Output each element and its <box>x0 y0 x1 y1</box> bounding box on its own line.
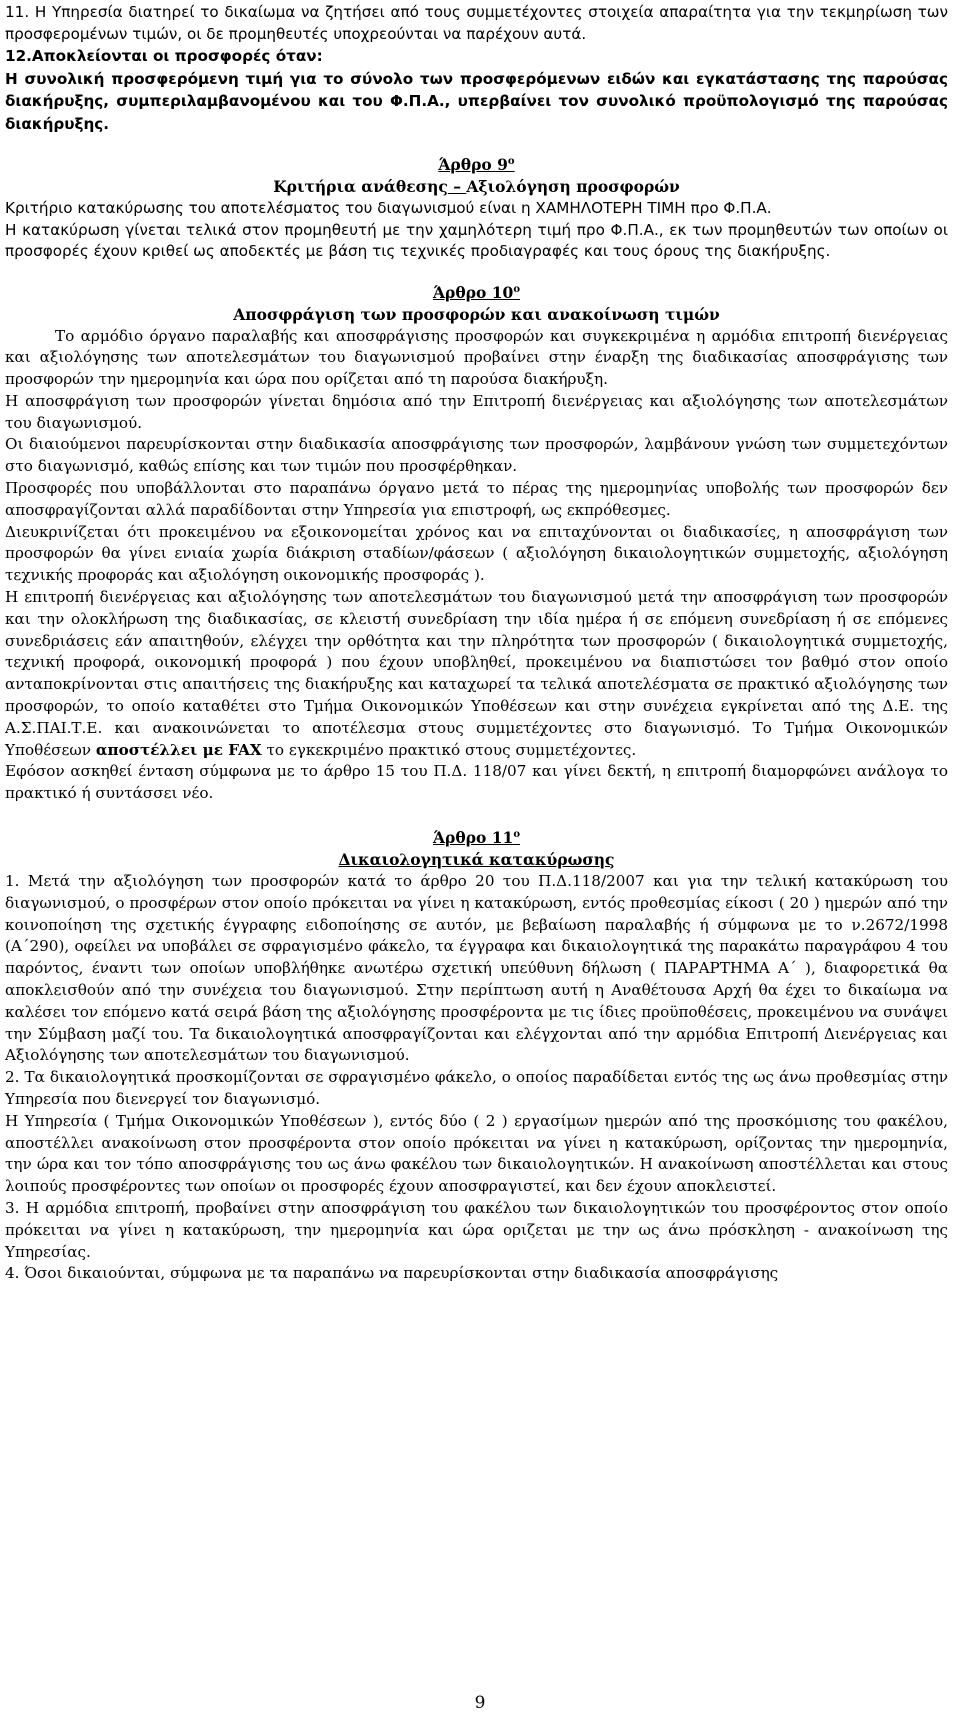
article-11-paragraph-2: 2. Τα δικαιολογητικά προσκομίζονται σε σφραγισμένο φάκελο, ο οποίος παραδίδεται εντός της ως άνω προθεσμίας στην Υπηρεσία που διενεργεί τον διαγωνισμό. <box>5 1068 948 1108</box>
article-11-title: Δικαιολογητικά κατακύρωσης <box>338 850 615 870</box>
page-number: 9 <box>474 1693 486 1713</box>
article-10-number: Άρθρο $10^o$ <box>433 282 520 302</box>
article-9-title: Κριτήρια ανάθεσης – Αξιολόγηση προσφορών <box>273 177 680 196</box>
article-9-paragraph-1: Κριτήριο κατακύρωσης του αποτελέσματος του διαγωνισμού είναι η ΧΑΜΗΛΟΤΕΡΗ ΤΙΜΗ προ Φ.Π.Α. <box>5 199 772 217</box>
article-10-paragraph-1: Το αρμόδιο όργανο παραλαβής και αποσφράγισης προσφορών και συγκεκριμένα η αρμόδια επιτροπή διενέργειας και αξιολόγησης των αποτελεσμάτων του διαγωνισμού προβαίνει στην έναρξη της διαδικασίας αποσφράγισης των προσφορών την ημερομηνία και ώρα που ορίζεται από τη παρούσα διακήρυξη. <box>5 326 948 389</box>
article-11-paragraph-5: 4. Όσοι δικαιούνται, σύμφωνα με τα παραπάνω να παρευρίσκονται στην διαδικασία αποσφράγισης <box>5 1264 779 1283</box>
article-9-number: Άρθρο $9^o$ <box>438 155 515 174</box>
article-10-paragraph-5: Διευκρινίζεται ότι προκειμένου να εξοικονομείται χρόνος και να επιταχύνονται οι διαδικασίες, η αποσφράγιση των προσφορών θα γίνει ενιαία χωρία διάκριση σταδίων/φάσεων ( αξιολόγηση δικαιολογητικών συμμετοχής, αξιολόγηση τεχνικής προφοράς και αξιολόγηση οικονομικής προσφοράς ). <box>5 522 948 585</box>
article-10-title: Αποσφράγιση των προσφορών και ανακοίνωση τιμών <box>233 304 720 324</box>
article-9-heading <box>5 154 948 176</box>
paragraph-12-title: 12.Αποκλείονται οι προσφορές όταν: <box>5 47 323 65</box>
article-10-paragraph-3: Οι διαιούμενοι παρευρίσκονται στην διαδικασία αποσφράγισης των προσφορών, λαμβάνουν γνώση των συμμετεχόντων στο διαγωνισμό, καθώς επίσης και των τιμών που προσφέρθηκαν. <box>5 435 948 476</box>
article-10-heading <box>5 282 948 304</box>
document-page <box>5 2 948 1285</box>
paragraph-12-body: Η συνολική προσφερόμενη τιμή για το σύνολο των προσφερόμενων ειδών και εγκατάστασης της παρούσας διακήρυξης, συμπεριλαμβανομένου και του Φ.Π.Α., υπερβαίνει τον συνολικό προϋπολογισμό της παρούσας διακήρυξης. <box>5 69 948 133</box>
article-11-heading <box>5 827 948 849</box>
article-10-paragraph-2: Η αποσφράγιση των προσφορών γίνεται δημόσια από την Επιτροπή διενέργειας και αξιολόγησης των αποτελεσμάτων του διαγωνισμού. <box>5 391 948 432</box>
article-10-paragraph-4: Προσφορές που υποβάλλονται στο παραπάνω όργανο μετά το πέρας της ημερομηνίας υποβολής των προσφορών δεν αποσφραγίζονται αλλά παραδίδονται στην Υπηρεσία για επιστροφή, ως εκπρόθεσμες. <box>5 479 948 519</box>
article-11-number: Άρθρο $11^o$ <box>433 828 520 848</box>
paragraph-11: 11. Η Υπηρεσία διατηρεί το δικαίωμα να ζητήσει από τους συμμετέχοντες στοιχεία απαραίτητα για την τεκμηρίωση των προσφερομένων τιμών, οι δε προμηθευτές υποχρεούνται να παρέχουν αυτά. <box>5 3 948 43</box>
article-11-paragraph-4: 3. Η αρμόδια επιτροπή, προβαίνει στην αποσφράγιση του φακέλου των δικαιολογητικών του προσφέροντος στον οποίο πρόκειται να γίνει η κατακύρωση, την ημερομηνία και ώρα οριζεται με την ως άνω πρόσκληση - ανακοίνωση της Υπηρεσίας. <box>5 1198 948 1261</box>
fax-emphasis: αποστέλλει με FAX <box>95 740 262 759</box>
article-11-paragraph-3: Η Υπηρεσία ( Τμήμα Οικονομικών Υποθέσεων ), εντός δύο ( 2 ) εργασίμων ημερών από της προσκόμισης του φακέλου, αποστέλλει ανακοίνωση στον προσφέροντα στον οποίο πρόκειται να γίνει η κατακύρωση, ορίζοντας την ημερομηνία, την ώρα και τον τόπο αποσφράγισης του ως άνω φακέλου των δικαιολογητικών. Η ανακοίνωση αποστέλλεται και στους λοιπούς προσφέροντες των οποίων οι προσφορές έχουν αποσφραγιστεί, και δεν έχουν αποκλειστεί. <box>5 1111 948 1196</box>
article-9-paragraph-2: Η κατακύρωση γίνεται τελικά στον προμηθευτή με την χαμηλότερη τιμή προ Φ.Π.Α., εκ των προμηθευτών των οποίων οι προσφορές έχουν κριθεί ως αποδεκτές με βάση τις τεχνικές προδιαγραφές και τους όρους της διακήρυξης. <box>5 220 948 260</box>
article-10-paragraph-6: Η επιτροπή διενέργειας και αξιολόγησης των αποτελεσμάτων του διαγωνισμού μετά την αποσφράγιση των προσφορών και την ολοκλήρωση της διαδικασίας, σε κλειστή συνεδρίαση την ιδία ημέρα ή σε επόμενη συνεδρίαση ή σε επόμενες συνεδριάσεις εάν απαιτηθούν, ελέγχει την ορθότητα και την πληρότητα των προσφορών ( δικαιολογητικά συμμετοχής, τεχνική προφορά, οικονομική προφορά ) που έχουν υποβληθεί, προκειμένου να διαπιστώσει τον βαθμό στον οποίο ανταποκρίνονται στις απαιτήσεις της διακήρυξης και καταχωρεί τα τελικά αποτελέσματα σε πρακτικό αξιολόγησης των προσφορών, το οποίο καταθέτει στο Τμήμα Οικονομικών Υποθέσεων και στην συνέχεια εγκρίνεται από της Δ.Ε. της Α.Σ.ΠΑΙ.Τ.Ε. και ανακοινώνεται το αποτέλεσμα στους συμμετέχοντες στο διαγωνισμό. Το Τμήμα Οικονομικών Υποθέσεων αποστέλλει με FAX το εγκεκριμένο πρακτικό στους συμμετέχοντες. <box>5 588 948 759</box>
article-11-paragraph-1: 1. Μετά την αξιολόγηση των προσφορών κατά το άρθρο 20 του Π.Δ.118/2007 και για την τελική κατακύρωση του διαγωνισμού, ο προσφέρων στον οποίο πρόκειται να γίνει η κατακύρωση, εντός προθεσμίας είκοσι ( 20 ) ημερών από την κοινοποίηση της σχετικής έγγραφης ειδοποίησης σε αυτόν, με βεβαίωση παραλαβής ή σύμφωνα με το ν.2672/1998 (Α΄290), οφείλει να υποβάλει σε σφραγισμένο φάκελο, τα έγγραφα και δικαιολογητικά της παρακάτω παραγράφου 4 του παρόντος, έναντι των οποίων υποβλήθηκε ανωτέρω σχετική υπεύθυνη δήλωση ( ΠΑΡΑΡΤΗΜΑ Α΄ ), διαφορετικά θα αποκλεισθούν από την συνέχεια του διαγωνισμού. Στην περίπτωση αυτή η Αναθέτουσα Αρχή θα έχει το δικαίωμα να καλέσει τον επόμενο κατά σειρά βάση της αξιολόγησης προσφέροντα με τις ίδιες προϋποθέσεις, προκειμένου να συνάψει την Σύμβαση μαζί του. Τα δικαιολογητικά αποσφραγίζονται και ελέγχονται από την αρμόδια Επιτροπή Διενέργειας και Αξιολόγησης των αποτελεσμάτων του διαγωνισμού. <box>5 872 948 1065</box>
article-10-paragraph-7: Εφόσον ασκηθεί ένταση σύμφωνα με το άρθρο 15 του Π.Δ. 118/07 και γίνει δεκτή, η επιτροπή διαμορφώνει ανάλογα το πρακτικό ή συντάσσει νέο. <box>5 762 948 803</box>
